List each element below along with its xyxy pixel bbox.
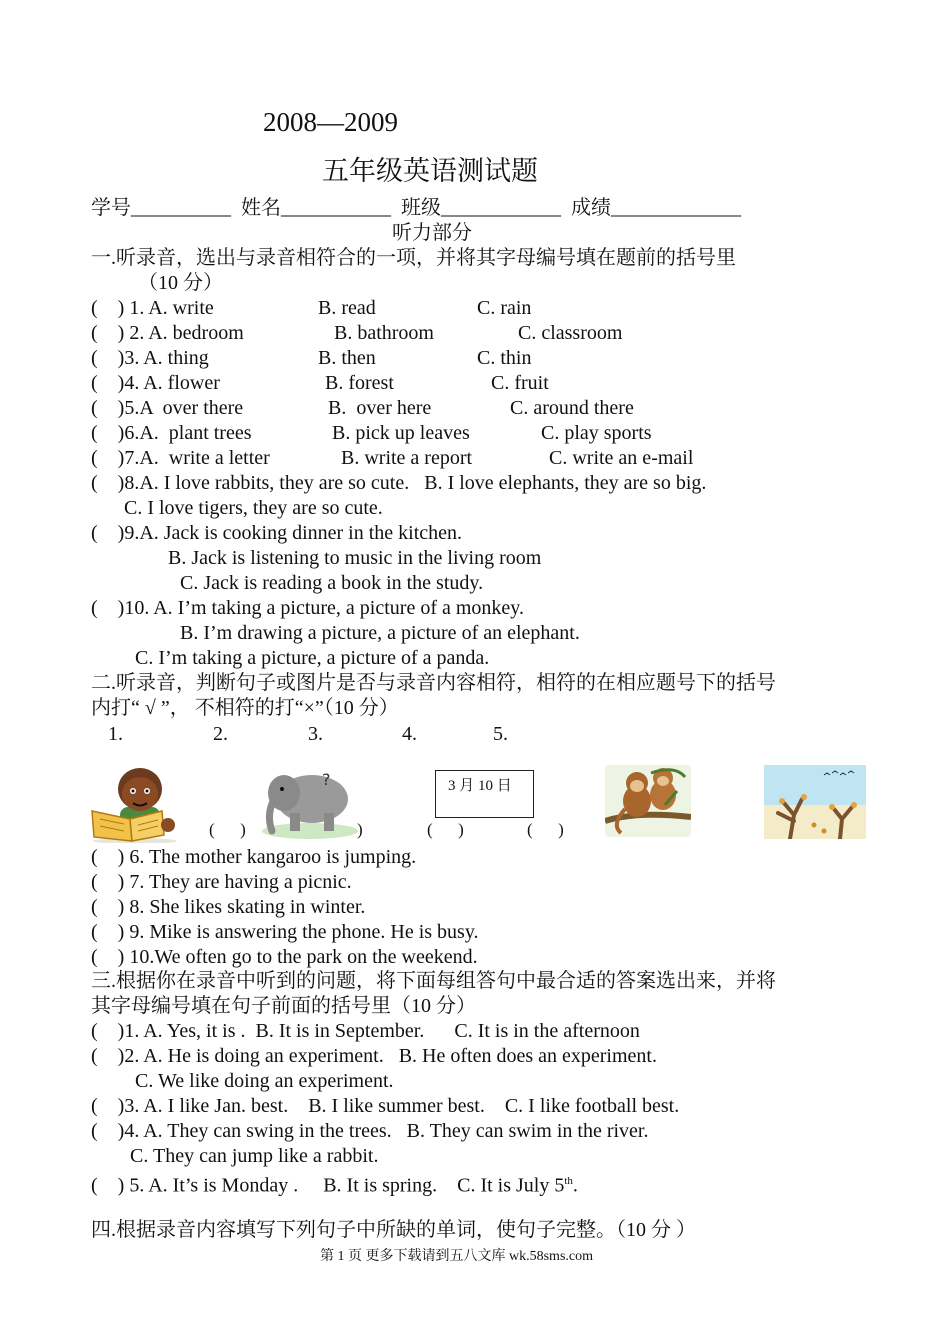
section1-score: （10 分） <box>138 272 223 294</box>
s3-question-5: ( ) 5. A. It’s is Monday . B. It is spring. C. It is July 5th. <box>91 1174 578 1197</box>
picture-number-1: 1. <box>108 723 123 745</box>
s1-question-9-option-c: C. Jack is reading a book in the study. <box>180 572 484 594</box>
date-box-text: 3 月 10 日 <box>448 778 512 794</box>
s2-question-6: ( ) 6. The mother kangaroo is jumping. <box>91 846 417 868</box>
page-footer: 第 1 页 更多下载请到五八文库 wk.58sms.com <box>320 1249 593 1264</box>
picture-number-5: 5. <box>493 723 508 745</box>
picture-number-3: 3. <box>308 723 323 745</box>
section2-heading: 二.听录音，判断句子或图片是否与录音内容相符，相符的在相应题号下的括号 <box>91 672 776 694</box>
elephant-icon <box>260 765 360 840</box>
monkeys-icon <box>605 765 691 837</box>
answer-bracket-1[interactable]: ( ) <box>209 820 246 839</box>
s3-question-4-option-c: C. They can jump like a rabbit. <box>130 1145 379 1167</box>
s1-question-8: ( )8.A. I love rabbits, they are so cute. B. I love elephants, they are so big. <box>91 472 707 494</box>
s1-question-9: ( )9.A. Jack is cooking dinner in the kitchen. <box>91 522 463 544</box>
s3-question-3: ( )3. A. I like Jan. best. B. I like summer best. C. I like football best. <box>91 1095 680 1117</box>
boy-reading-icon <box>90 763 180 843</box>
trees-birds-icon <box>764 765 866 839</box>
date-box <box>435 770 534 818</box>
s1-question-10: ( )10. A. I’m taking a picture, a picture of a monkey. <box>91 597 525 619</box>
svg-text:?: ? <box>322 770 331 789</box>
s2-question-8: ( ) 8. She likes skating in winter. <box>91 896 366 918</box>
s3-question-2: ( )2. A. He is doing an experiment. B. He often does an experiment. <box>91 1045 657 1067</box>
exam-year: 2008—2009 <box>263 107 398 137</box>
section3-heading: 三.根据你在录音中听到的问题，将下面每组答句中最合适的答案选出来，并将 <box>91 970 776 992</box>
s2-question-7: ( ) 7. They are having a picnic. <box>91 871 352 893</box>
listening-label: 听力部分 <box>392 222 472 244</box>
s3-question-4: ( )4. A. They can swing in the trees. B. They can swim in the river. <box>91 1120 649 1142</box>
section3-heading-line2: 其字母编号填在句子前面的括号里（10 分） <box>91 995 476 1017</box>
answer-bracket-2[interactable]: ) <box>357 820 363 839</box>
picture-number-4: 4. <box>402 723 417 745</box>
s2-question-9: ( ) 9. Mike is answering the phone. He is busy. <box>91 921 479 943</box>
section4-heading: 四.根据录音内容填写下列句子中所缺的单词，使句子完整。（10 分 ） <box>91 1219 696 1241</box>
section1-heading: 一.听录音，选出与录音相符合的一项，并将其字母编号填在题前的括号里 <box>91 247 736 269</box>
section2-heading-line2: 内打“ √ ”， 不相符的打“×”（10 分） <box>91 697 399 719</box>
s1-question-10-option-b: B. I’m drawing a picture, a picture of an elephant. <box>180 622 580 644</box>
s1-question-10-option-c: C. I’m taking a picture, a picture of a panda. <box>135 647 490 669</box>
s3-question-1: ( )1. A. Yes, it is . B. It is in September. C. It is in the afternoon <box>91 1020 640 1042</box>
s3-question-2-option-c: C. We like doing an experiment. <box>135 1070 394 1092</box>
student-info-line: 学号__________ 姓名___________ 班级____________ 成绩_____________ <box>91 197 741 219</box>
answer-bracket-4[interactable]: ( ) <box>527 820 564 839</box>
s1-question-8-option-c: C. I love tigers, they are so cute. <box>124 497 383 519</box>
answer-bracket-3[interactable]: ( ) <box>427 820 464 839</box>
s1-question-9-option-b: B. Jack is listening to music in the living room <box>168 547 542 569</box>
s2-question-10: ( ) 10.We often go to the park on the weekend. <box>91 946 478 968</box>
exam-title: 五年级英语测试题 <box>322 156 538 186</box>
picture-number-2: 2. <box>213 723 228 745</box>
